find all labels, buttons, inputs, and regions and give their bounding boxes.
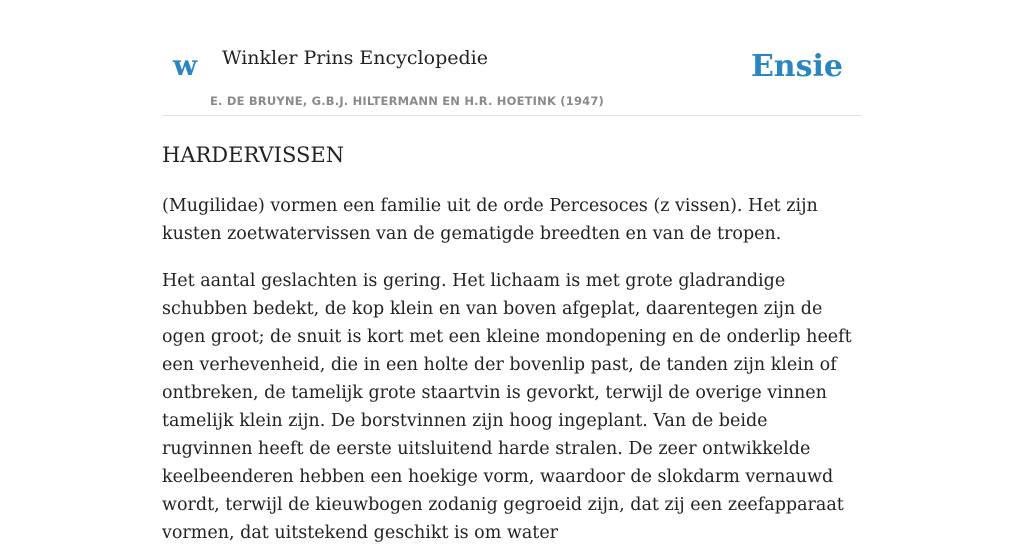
source-title[interactable]: Winkler Prins Encyclopedie: [222, 47, 488, 69]
ensie-logo[interactable]: Ensie: [750, 49, 843, 84]
source-authors: E. DE BRUYNE, G.B.J. HILTERMANN EN H.R. HOETINK (1947): [210, 94, 605, 108]
winkler-prins-logo[interactable]: w: [173, 49, 198, 82]
article-title: HARDERVISSEN: [162, 143, 345, 167]
article-paragraph-2: Het aantal geslachten is gering. Het lichaam is met grote gladrandige schubben bedekt, de kop klein en van boven afgeplat, daarentegen zijn de ogen groot; de snuit is kort met een kleine mondopening en de onderlip heeft een verhevenheid, die in een holte der bovenlip past, de tanden zijn klein of ontbreken, de tamelijk grote staartvin is gevorkt, terwijl de overige vinnen tamelijk klein zijn. De borstvinnen zijn hoog ingeplant. Van de beide rugvinnen heeft de eerste uitsluitend harde stralen. De zeer ontwikkelde keelbeenderen hebben een hoekige vorm, waardoor de slokdarm vernauwd wordt, terwijl de kieuwbogen zodanig gegroeid zijn, dat zij een zeefapparaat vormen, dat uitstekend geschikt is om water: [162, 271, 852, 543]
site-header: [162, 40, 862, 116]
article-paragraph-1: (Mugilidae) vormen een familie uit de orde Percesoces (z vissen). Het zijn kusten zoetwatervissen van de gematigde breedten en van de tropen.: [162, 196, 818, 244]
article: [162, 140, 862, 547]
